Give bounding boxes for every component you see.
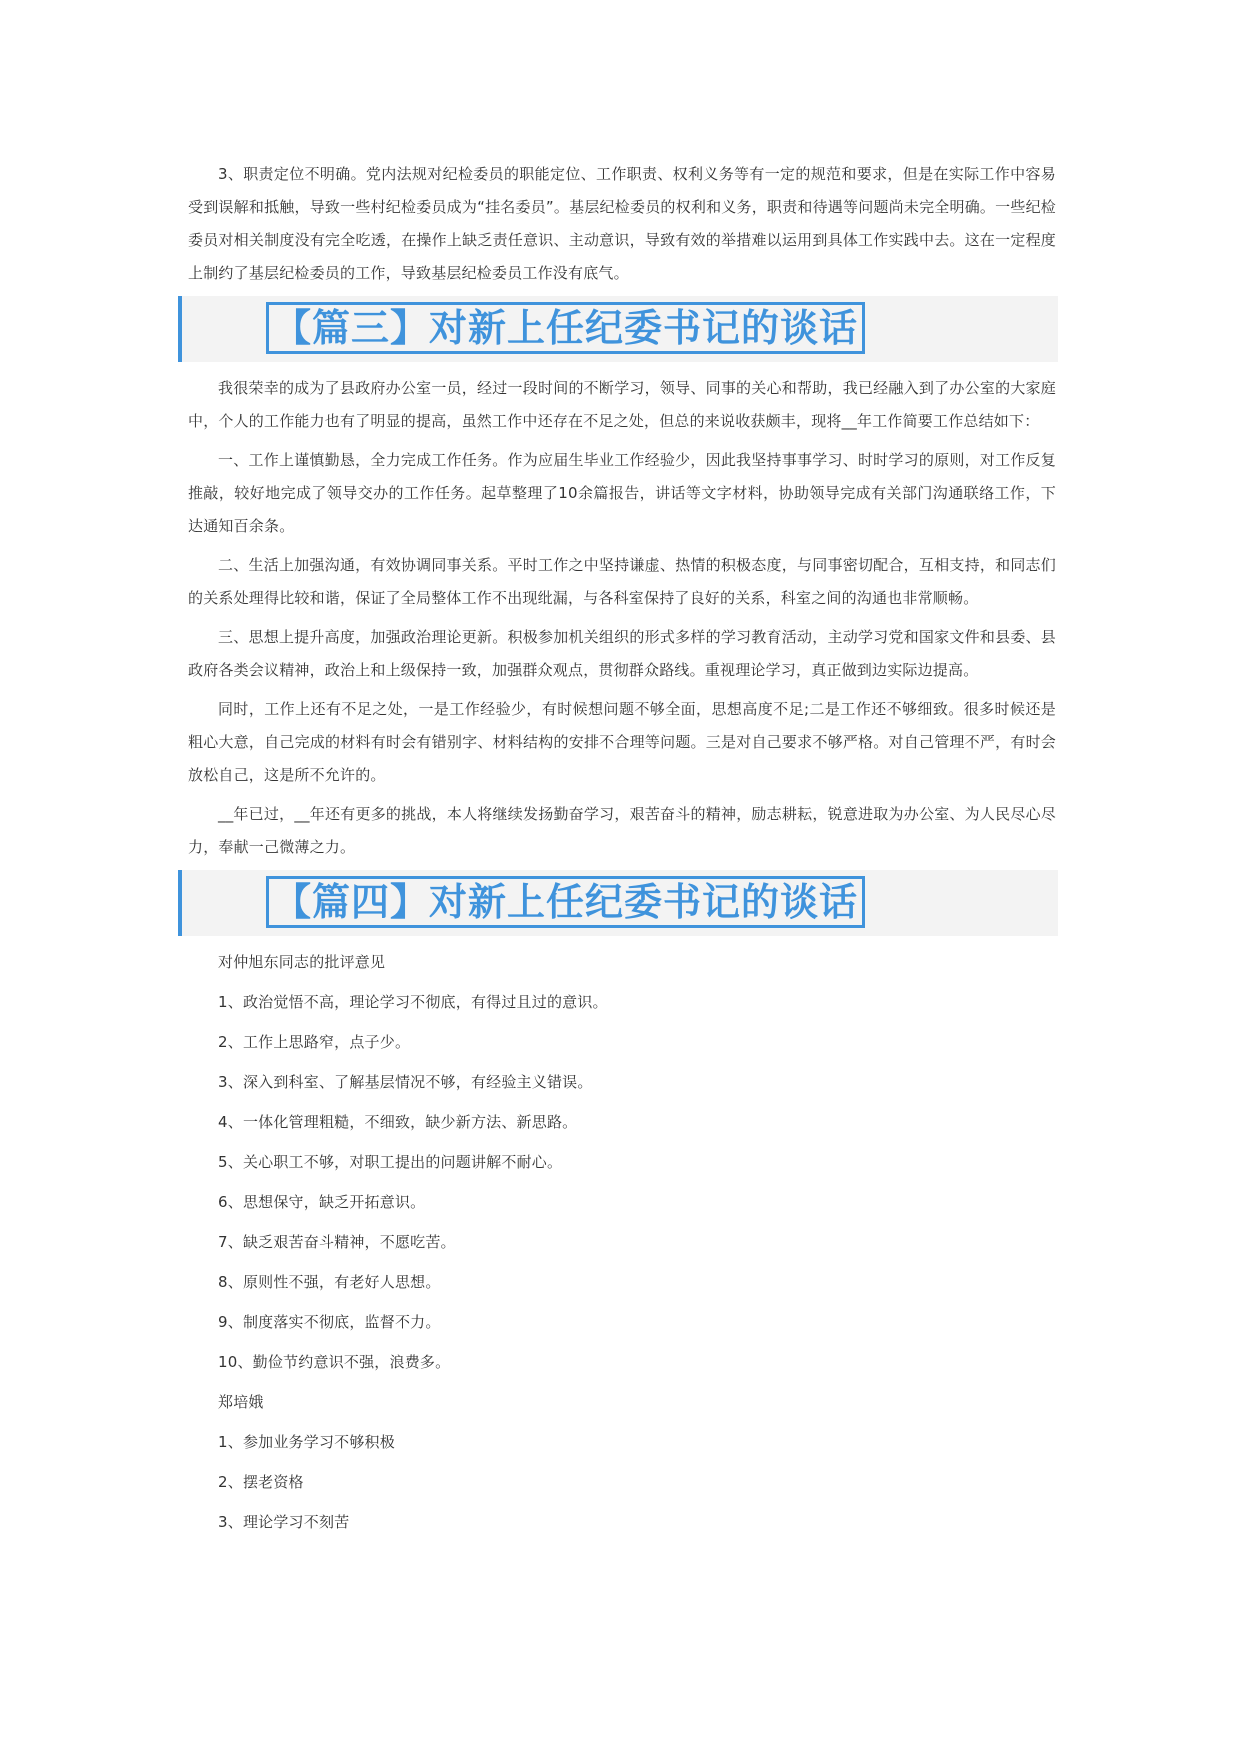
section4-heading-box — [266, 876, 865, 928]
section4-title: 【篇四】对新上任纪委书记的谈话 — [273, 880, 859, 924]
section4-line: 9、制度落实不彻底，监督不力。 — [218, 1313, 441, 1331]
section4-line: 3、深入到科室、了解基层情况不够，有经验主义错误。 — [218, 1073, 593, 1091]
section3-heading-box — [266, 302, 865, 354]
section4-line: 3、理论学习不刻苦 — [218, 1513, 350, 1531]
section3-title: 【篇三】对新上任纪委书记的谈话 — [273, 306, 859, 350]
section4-line: 1、政治觉悟不高，理论学习不彻底，有得过且过的意识。 — [218, 993, 608, 1011]
section4-line: 对仲旭东同志的批评意见 — [218, 953, 386, 971]
section4-line: 郑培娥 — [218, 1393, 264, 1411]
section3-paragraph: __年已过，__年还有更多的挑战，本人将继续发扬勤奋学习，艰苦奋斗的精神，励志耕耘，锐意进取为办公室、为人民尽心尽力，奉献一己微薄之力。 — [188, 805, 1056, 856]
document-content — [188, 158, 1056, 1546]
section4-line: 6、思想保守，缺乏开拓意识。 — [218, 1193, 426, 1211]
section4-line: 1、参加业务学习不够积极 — [218, 1433, 395, 1451]
section3-heading-band — [178, 296, 1058, 362]
section3-paragraph: 一、工作上谨慎勤恳，全力完成工作任务。作为应届生毕业工作经验少，因此我坚持事事学习、时时学习的原则，对工作反复推敲，较好地完成了领导交办的工作任务。起草整理了10余篇报告，讲话等文字材料，协助领导完成有关部门沟通联络工作，下达通知百余条。 — [188, 451, 1056, 535]
section4-line: 2、工作上思路窄，点子少。 — [218, 1033, 411, 1051]
section4-line: 8、原则性不强，有老好人思想。 — [218, 1273, 441, 1291]
section3-paragraph: 三、思想上提升高度，加强政治理论更新。积极参加机关组织的形式多样的学习教育活动，主动学习党和国家文件和县委、县政府各类会议精神，政治上和上级保持一致，加强群众观点，贯彻群众路线。重视理论学习，真正做到边实际边提高。 — [188, 628, 1056, 679]
section4-heading-band — [178, 870, 1058, 936]
section4-line: 2、摆老资格 — [218, 1473, 304, 1491]
section3-paragraph: 我很荣幸的成为了县政府办公室一员，经过一段时间的不断学习，领导、同事的关心和帮助，我已经融入到了办公室的大家庭中，个人的工作能力也有了明显的提高，虽然工作中还存在不足之处，但总的来说收获颇丰，现将__年工作简要工作总结如下： — [188, 379, 1056, 430]
section3-paragraph: 二、生活上加强沟通，有效协调同事关系。平时工作之中坚持谦虚、热情的积极态度，与同事密切配合，互相支持，和同志们的关系处理得比较和谐，保证了全局整体工作不出现纰漏，与各科室保持了良好的关系，科室之间的沟通也非常顺畅。 — [188, 556, 1056, 607]
section4-line: 4、一体化管理粗糙，不细致，缺少新方法、新思路。 — [218, 1113, 578, 1131]
intro-paragraph: 3、职责定位不明确。党内法规对纪检委员的职能定位、工作职责、权利义务等有一定的规范和要求，但是在实际工作中容易受到误解和抵触，导致一些村纪检委员成为“挂名委员”。基层纪检委员的权利和义务，职责和待遇等问题尚未完全明确。一些纪检委员对相关制度没有完全吃透，在操作上缺乏责任意识、主动意识，导致有效的举措难以运用到具体工作实践中去。这在一定程度上制约了基层纪检委员的工作，导致基层纪检委员工作没有底气。 — [188, 165, 1056, 282]
section4-line: 10、勤俭节约意识不强，浪费多。 — [218, 1353, 451, 1371]
section3-paragraph: 同时，工作上还有不足之处，一是工作经验少，有时候想问题不够全面，思想高度不足;二是工作还不够细致。很多时候还是粗心大意，自己完成的材料有时会有错别字、材料结构的安排不合理等问题。三是对自己要求不够严格。对自己管理不严，有时会放松自己，这是所不允许的。 — [188, 700, 1056, 784]
section4-line: 5、关心职工不够，对职工提出的问题讲解不耐心。 — [218, 1153, 563, 1171]
section4-line: 7、缺乏艰苦奋斗精神，不愿吃苦。 — [218, 1233, 456, 1251]
